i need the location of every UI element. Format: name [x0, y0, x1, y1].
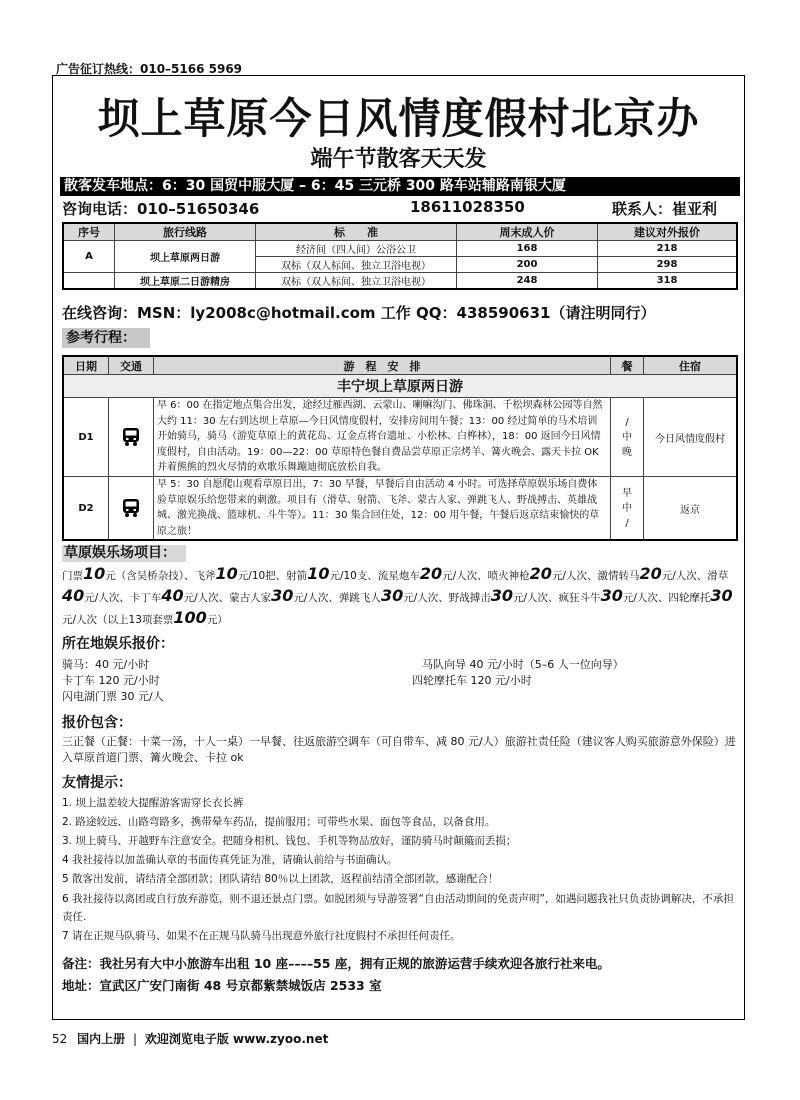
fun-item: 30元/人次（以上13项套票: [62, 586, 733, 626]
itinerary-header: [63, 356, 737, 375]
price-table: [62, 222, 738, 290]
route-name: 坝上草原二日游精房: [115, 273, 256, 290]
consult-contact: 联系人：崔亚利: [612, 200, 718, 218]
address-text: 地址：宣武区广安门南街 48 号京都紫禁城饭店 2533 室: [62, 978, 382, 993]
local-price-lake: 闪电湖门票 30 元/人: [62, 690, 164, 703]
tip-item: 5 散客出发前，请结清全部团款；团队请结 80％以上团款，返程前结清全部团款，感谢配合！: [62, 873, 499, 885]
standard-cell: 经济间（四人间）公浴公卫: [256, 241, 457, 257]
fun-item: 20元/人次、喷火神枪: [419, 564, 530, 583]
table-row: [63, 273, 737, 290]
header-meal: 餐: [611, 356, 644, 375]
standard-cell: 双标（双人标间、独立卫浴电视）: [256, 273, 457, 290]
online-consult: 在线咨询：MSN：ly2008c@hotmail.com 工作 QQ：438590631（请注明同行）: [62, 304, 656, 322]
fun-item: 40元/人次、卡丁车: [62, 586, 162, 605]
itinerary-table: [62, 355, 738, 541]
day-description: 早 6：00 在指定地点集合出发，途经过雁西湖、云蒙山、喇嘛沟门、佛珠洞、千松坝森林公园等自然大约 11：30 左右到达坝上草原—今日风情度假村，安排房间用午餐；13：00 经过简单的马术培训开始骑马，骑马（游览草原上的黄花岛、辽金点将台遗址、小松林、白桦林），18：00 返回今日风情度假村，自由活动。19：00—22：00 草原特色餐自费品尝草原正宗烤羊、篝火晚会、露天卡拉 OK 并着熊熊的烈火尽情的欢歌乐舞蹦迪彻底放松自我。: [154, 398, 611, 477]
ad-hotline: 广告征订热线：010–5166 5969: [56, 62, 243, 76]
includes-label: 报价包含：: [62, 715, 132, 731]
row-index-empty: [63, 273, 115, 290]
header-stay: 住宿: [644, 356, 738, 375]
header-weekend-price: 周末成人价: [457, 223, 598, 241]
stay-info: 返京: [644, 477, 738, 541]
local-prices-label: 所在地娱乐报价：: [62, 636, 174, 652]
tip-item: 1. 坝上温差较大提醒游客需穿长衣长裤: [62, 797, 244, 809]
itinerary-day-row: [63, 477, 737, 541]
includes-text: 三正餐（正餐：十菜一汤，十人一桌）一早餐、往返旅游空调车（可自带车、减 80 元/人）旅游社责任险（建议客人购买旅游意外保险）进入草原首道门票、篝火晚会、卡拉 ok: [62, 735, 736, 764]
route-title: 丰宁坝上草原两日游: [63, 375, 737, 398]
footer: [52, 1030, 328, 1047]
header-transport: 交通: [109, 356, 154, 375]
price-table-header: [63, 223, 737, 241]
quote-cell: 218: [598, 241, 738, 257]
fun-item: 100元）: [173, 608, 228, 627]
tips-label: 友情提示：: [62, 775, 132, 791]
tip-item: 2. 路途较远、山路弯路多，携带晕车药品，提前服用；可带些水果、面包等食品，以备食用。: [62, 816, 496, 828]
fun-item: 20元/人次、滑草: [639, 564, 729, 583]
quote-cell: 318: [598, 273, 738, 290]
fun-item: 30元/人次、野战搏击: [380, 586, 491, 605]
fun-item: 20元/人次、激情转马: [529, 564, 640, 583]
quote-cell: 298: [598, 257, 738, 273]
header-route: 旅行线路: [115, 223, 256, 241]
local-price-horse: 骑马：40 元/小时: [62, 658, 150, 671]
page-number: 52: [52, 1032, 68, 1046]
bus-icon: [109, 477, 154, 541]
day-label: D1: [63, 398, 109, 477]
day-description: 早 5：30 自愿爬山观看草原日出，7：30 早餐，早餐后自由活动 4 小时。可选择草原娱乐场自费体验草原娱乐给您带来的刺激。项目有（滑草、射箭、飞斧、蒙古人家、弹跳飞人、野战搏击、英雄战城、激光换战、篮球机、斗牛等）。11：30 集合回住处，12：00 用午餐，午餐后返京结束愉快的草原之旅！: [154, 477, 611, 541]
local-price-atv: 四轮摩托车 120 元/小时: [412, 674, 532, 687]
header-standard: 标 准: [256, 223, 457, 241]
route-name: 坝上草原两日游: [115, 241, 256, 273]
footer-separator: |: [132, 1032, 137, 1046]
welcome-link[interactable]: 欢迎浏览电子版 www.zyoo.net: [144, 1032, 329, 1046]
fun-item: 门票10元（含吴桥杂技）、飞斧: [62, 564, 216, 583]
header-quote: 建议对外报价: [598, 223, 738, 241]
itinerary-route-row: [63, 375, 737, 398]
stay-info: 今日风情度假村: [644, 398, 738, 477]
local-price-guide: 马队向导 40 元/小时（5–6 人一位向导）: [422, 658, 624, 671]
tip-item: 7 请在正规马队骑马、如果不在正规马队骑马出现意外旅行社度假村不承担任何责任。: [62, 930, 461, 942]
bus-icon: [109, 398, 154, 477]
departure-bar: 散客发车地点：6：30 国贸中服大厦 – 6：45 三元桥 300 路车站辅路南银大厦: [60, 177, 740, 196]
tip-item: 6 我社接待以离团或自行放弃游览，则不退还景点门票。如脱团须与导游签署“自由活动期间的免责声明”，如遇问题我社只负责协调解决，不承担责任.: [62, 893, 734, 923]
fun-item: 10元/10支、流星炮车: [307, 564, 420, 583]
price-cell: 248: [457, 273, 598, 290]
header-schedule: 游 程 安 排: [154, 356, 611, 375]
row-index: A: [63, 241, 115, 273]
table-row: [63, 241, 737, 257]
price-cell: 168: [457, 241, 598, 257]
consult-phone: 咨询电话：010–51650346: [62, 200, 260, 218]
standard-cell: 双标（双人标间、独立卫浴电视）: [256, 257, 457, 273]
tip-item: 3. 坝上骑马、开越野车注意安全。把随身相机、钱包、手机等物品放好，谨防骑马时颠簸而丢损；: [62, 835, 517, 847]
fun-item: 10元/10把、射箭: [215, 564, 308, 583]
fun-section-label: 草原娱乐场项目：: [62, 545, 186, 562]
day-label: D2: [63, 477, 109, 541]
header-index: 序号: [63, 223, 115, 241]
fun-item: 30元/人次、弹跳飞人: [271, 586, 381, 605]
fun-items-text: [62, 564, 740, 630]
book-name: 国内上册: [77, 1032, 126, 1046]
page-title: 坝上草原今日风情度假村北京办: [97, 94, 700, 143]
fun-item: 30元/人次、四轮摩托: [600, 586, 711, 605]
remark-text: 备注：我社另有大中小旅游车出租 10 座––––55 座，拥有正规的旅游运营手续欢迎各旅行社来电。: [62, 956, 610, 971]
header-date: 日期: [63, 356, 109, 375]
itinerary-day-row: [63, 398, 737, 477]
page-subtitle: 端午节散客天天发: [310, 147, 487, 172]
price-cell: 200: [457, 257, 598, 273]
reference-itinerary-label: 参考行程：: [62, 328, 150, 348]
fun-item: 40元/人次、蒙古人家: [161, 586, 272, 605]
meal-info: / 中 晚: [611, 398, 644, 477]
fun-item: 30元/人次、疯狂斗牛: [490, 586, 601, 605]
meal-info: 早 中 /: [611, 477, 644, 541]
tip-item: 4 我社接待以加盖确认章的书面传真凭证为准，请确认前给与书面确认。: [62, 854, 398, 866]
consult-mobile: 18611028350: [410, 198, 525, 216]
local-price-kart: 卡丁车 120 元/小时: [62, 674, 160, 687]
